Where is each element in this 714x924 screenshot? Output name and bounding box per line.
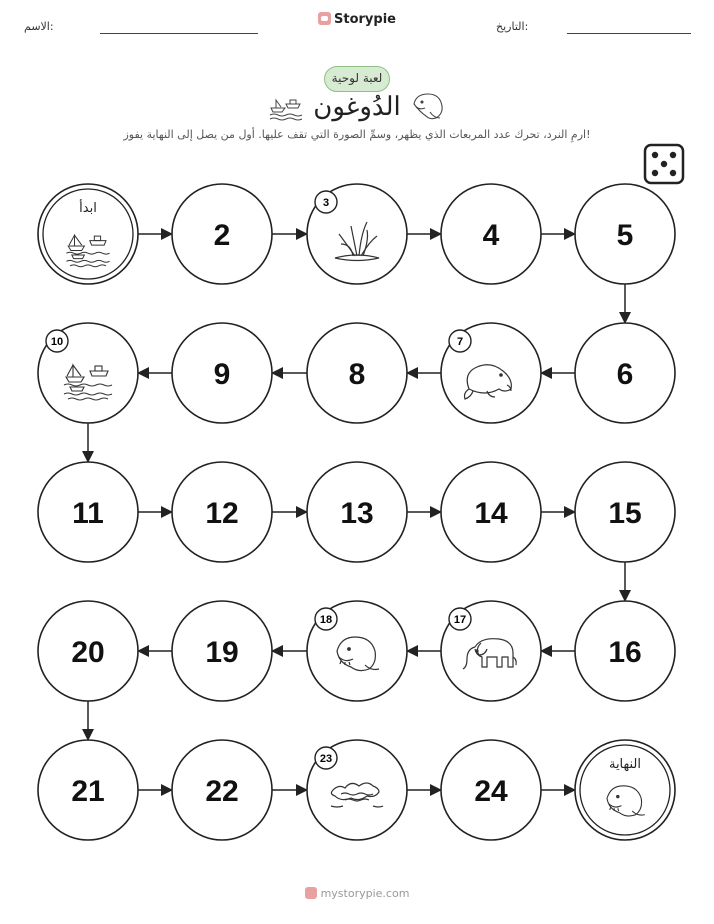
- board-square-8: [307, 323, 407, 423]
- storypie-footer-logo-icon: [305, 887, 317, 899]
- square-number: 15: [608, 497, 642, 530]
- instructions: ارمِ النرد، تحرك عدد المربعات الذي يظهر، وسمِّ الصورة التي تقف عليها. أول من يصل إلى النهاية يفوز!: [123, 128, 591, 141]
- board-square-13: [307, 462, 407, 562]
- board-square-4: [441, 184, 541, 284]
- board-square-6: [575, 323, 675, 423]
- square-number: 11: [72, 497, 104, 530]
- finish-square: [575, 740, 675, 840]
- square-number: 14: [474, 497, 508, 530]
- square-number: 12: [205, 497, 239, 530]
- board-square-10: [38, 323, 138, 423]
- board-square-20: [38, 601, 138, 701]
- square-number: 7: [456, 336, 464, 348]
- page-title: الدُوغون: [313, 92, 401, 122]
- square-number: 24: [474, 775, 508, 808]
- square-number: 6: [616, 358, 634, 391]
- square-number: 20: [71, 636, 105, 669]
- square-number: 17: [453, 614, 467, 626]
- board-square-16: [575, 601, 675, 701]
- board-square-18: [307, 601, 407, 701]
- square-number: 19: [205, 636, 239, 669]
- square-number: 8: [348, 358, 366, 391]
- board-square-15: [575, 462, 675, 562]
- square-number: 13: [340, 497, 374, 530]
- board-square-14: [441, 462, 541, 562]
- brand-text: Storypie: [334, 12, 396, 27]
- square-number: 22: [205, 775, 239, 808]
- square-number: 9: [213, 358, 231, 391]
- footer-url[interactable]: mystorypie.com: [320, 887, 410, 900]
- square-number: 21: [71, 775, 105, 808]
- square-number: 3: [322, 197, 330, 209]
- board-square-9: [172, 323, 272, 423]
- board-square-24: [441, 740, 541, 840]
- square-number: 10: [50, 336, 64, 348]
- board-square-22: [172, 740, 272, 840]
- board-square-23: [307, 740, 407, 840]
- square-number: 16: [608, 636, 642, 669]
- square-number: 23: [319, 753, 333, 765]
- board-square-21: [38, 740, 138, 840]
- start-label: ابدأ: [79, 201, 97, 216]
- board-square-11: [38, 462, 138, 562]
- square-number: 4: [482, 219, 500, 252]
- square-number: 18: [319, 614, 333, 626]
- square-number: 2: [213, 219, 231, 252]
- board-squares: [38, 184, 675, 840]
- board-square-7: [441, 323, 541, 423]
- date-label: التاريخ:: [496, 20, 529, 33]
- board-square-3: [307, 184, 407, 284]
- name-label: الاسم:: [24, 20, 54, 33]
- finish-label: النهاية: [608, 757, 642, 772]
- game-type-badge: لعبة لوحية: [324, 66, 390, 92]
- board-square-12: [172, 462, 272, 562]
- board-square-5: [575, 184, 675, 284]
- square-number: 5: [616, 219, 634, 252]
- board-square-17: [441, 601, 541, 701]
- board-square-2: [172, 184, 272, 284]
- board-square-19: [172, 601, 272, 701]
- footer: [0, 887, 714, 900]
- start-square: [38, 184, 138, 284]
